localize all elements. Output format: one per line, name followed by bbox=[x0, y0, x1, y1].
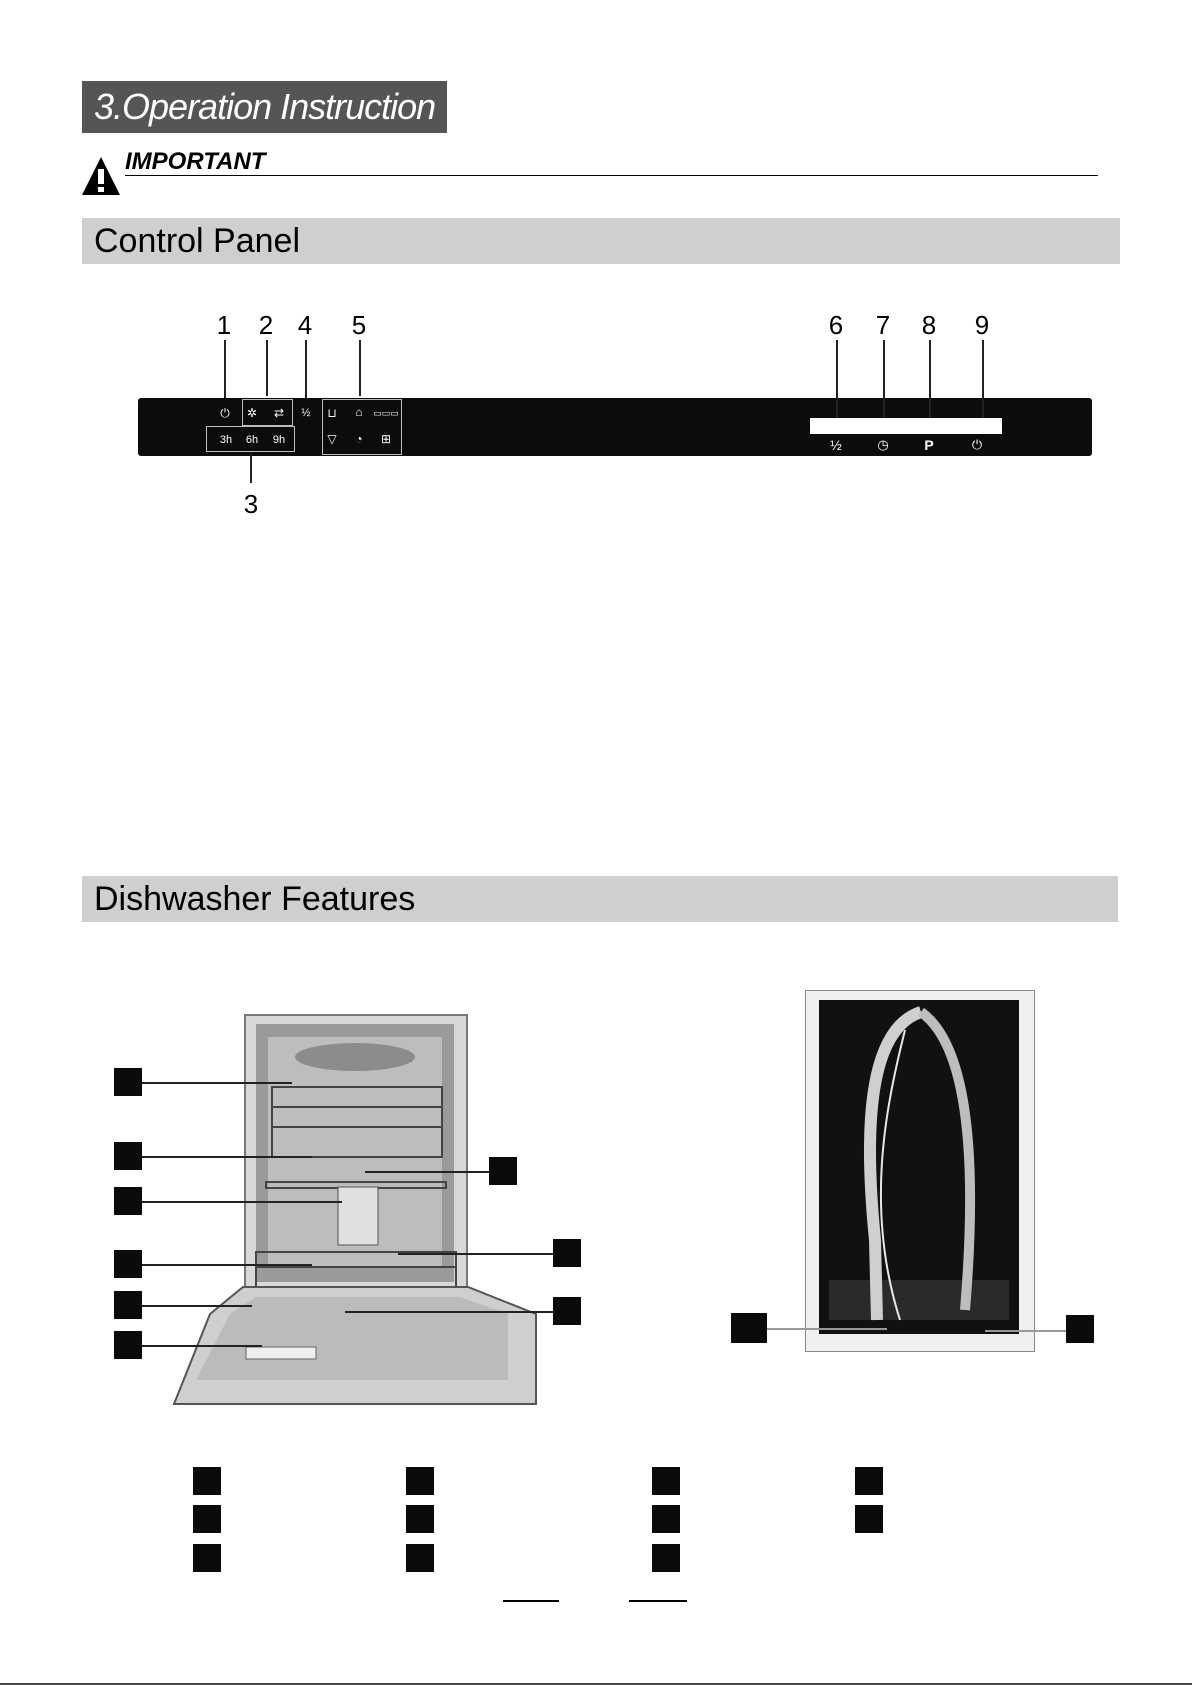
feature-leader bbox=[142, 1305, 252, 1307]
sun-icon: ✲ bbox=[246, 406, 258, 420]
feature-callout bbox=[114, 1331, 142, 1359]
underline-left bbox=[503, 1600, 559, 1602]
legend-callout bbox=[855, 1467, 883, 1495]
legend-callout bbox=[193, 1467, 221, 1495]
feature-callout bbox=[1066, 1315, 1094, 1343]
callout-9: 9 bbox=[974, 310, 990, 340]
legend-callout bbox=[652, 1467, 680, 1495]
delay-3h: 3h bbox=[219, 434, 233, 446]
underline-right bbox=[629, 1600, 687, 1602]
power-button-icon[interactable]: ⏻ bbox=[971, 437, 983, 452]
callout-1: 1 bbox=[216, 310, 232, 340]
control-panel-heading: Control Panel bbox=[82, 218, 1120, 264]
page-bottom-border bbox=[0, 1683, 1192, 1685]
features-heading: Dishwasher Features bbox=[82, 876, 1118, 922]
legend-callout bbox=[406, 1544, 434, 1572]
program-button[interactable]: P bbox=[924, 437, 934, 453]
feature-leader bbox=[142, 1201, 342, 1203]
intensive-icon: ⊔ bbox=[327, 406, 337, 420]
delay-icon[interactable]: ◷ bbox=[877, 437, 889, 452]
delay-9h: 9h bbox=[272, 434, 286, 446]
callout-8: 8 bbox=[921, 310, 937, 340]
leader-9 bbox=[982, 340, 984, 418]
section-title: 3.Operation Instruction bbox=[82, 81, 447, 133]
legend-callout bbox=[652, 1505, 680, 1533]
feature-callout bbox=[114, 1068, 142, 1096]
normal-icon: ⌂ bbox=[355, 405, 363, 419]
dishwasher-front-photo bbox=[168, 1012, 544, 1418]
half-load-button[interactable]: ½ bbox=[830, 437, 842, 453]
feature-callout bbox=[553, 1297, 581, 1325]
warning-icon bbox=[80, 155, 122, 197]
feature-leader bbox=[142, 1264, 312, 1266]
dishwasher-rear-photo bbox=[805, 990, 1035, 1352]
legend-callout bbox=[406, 1505, 434, 1533]
feature-leader bbox=[142, 1082, 292, 1084]
feature-callout bbox=[114, 1142, 142, 1170]
legend-callout bbox=[855, 1505, 883, 1533]
callout-3: 3 bbox=[243, 489, 259, 519]
leader-8 bbox=[929, 340, 931, 418]
feature-callout bbox=[731, 1313, 767, 1343]
half-load-left: ½ bbox=[301, 407, 311, 419]
callout-2: 2 bbox=[258, 310, 274, 340]
power-icon: ⏻ bbox=[220, 406, 230, 420]
feature-leader bbox=[142, 1156, 312, 1158]
leader-1 bbox=[224, 340, 226, 398]
callout-6: 6 bbox=[828, 310, 844, 340]
leader-5 bbox=[359, 340, 361, 396]
delay-6h: 6h bbox=[245, 434, 259, 446]
feature-callout bbox=[489, 1157, 517, 1185]
legend-callout bbox=[406, 1467, 434, 1495]
eco-icon: ▭▭▭ bbox=[373, 408, 399, 418]
important-rule bbox=[125, 175, 1098, 176]
feature-callout bbox=[553, 1239, 581, 1267]
soak-icon: ⊞ bbox=[380, 432, 392, 446]
feature-leader bbox=[767, 1328, 887, 1330]
callout-7: 7 bbox=[875, 310, 891, 340]
feature-leader bbox=[365, 1171, 489, 1173]
feature-leader bbox=[985, 1330, 1066, 1332]
leader-2 bbox=[266, 340, 268, 396]
feature-leader bbox=[398, 1253, 553, 1255]
important-label: IMPORTANT bbox=[125, 148, 266, 175]
leader-3 bbox=[250, 453, 252, 483]
feature-leader bbox=[345, 1311, 553, 1313]
legend-callout bbox=[193, 1505, 221, 1533]
feature-leader bbox=[142, 1345, 262, 1347]
callout-5: 5 bbox=[351, 310, 367, 340]
legend-callout bbox=[193, 1544, 221, 1572]
feature-callout bbox=[114, 1250, 142, 1278]
leader-6 bbox=[836, 340, 838, 418]
callout-4: 4 bbox=[297, 310, 313, 340]
rapid-icon: ◔ bbox=[355, 432, 363, 446]
legend-callout bbox=[652, 1544, 680, 1572]
rinse-icon: ⇄ bbox=[273, 406, 285, 420]
display-window bbox=[810, 418, 1002, 434]
feature-callout bbox=[114, 1187, 142, 1215]
leader-4 bbox=[305, 340, 307, 400]
feature-callout bbox=[114, 1291, 142, 1319]
glass-icon: ▽ bbox=[327, 432, 337, 446]
leader-7 bbox=[883, 340, 885, 418]
